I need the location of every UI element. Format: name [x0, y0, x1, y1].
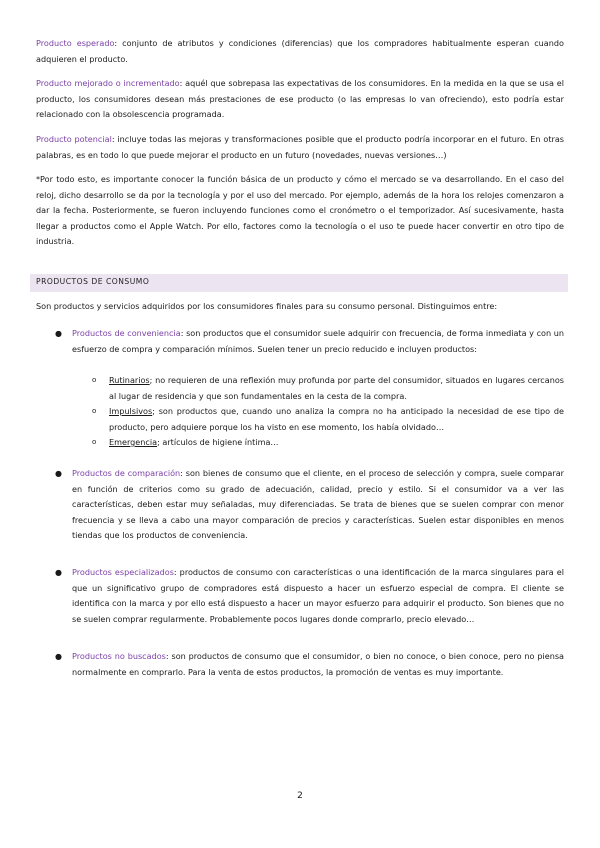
- text-producto-mejorado: : aquél que sobrepasa las expectativas de los consumidores. En la medida en la que se usa el producto, los consumidores desean más prestaciones de ese producto (o las empresas lo van ofreciendo), esto podría estar relacionado con la obsolescencia programada.: [36, 78, 564, 120]
- text-productos-no-buscados: : son productos de consumo que el consumidor, o bien no conoce, o bien conoce, pero no piensa normalmente en comprarlo. Para la venta de estos productos, la promoción de ventas es muy importante.: [72, 651, 565, 677]
- bullet-icon: ●: [55, 469, 62, 478]
- sub-bullet-icon: o: [92, 438, 97, 446]
- item-productos-no-buscados: [72, 649, 564, 680]
- page-number: 2: [297, 791, 303, 801]
- text-productos-especializados: : productos de consumo con características o una identificación de la marca singulares para el que un significativo grupo de compradores está dispuesto a hacer un esfuerzo especial de compra. El cliente se identifica con la marca y por ello está dispuesto a hacer un mayor esfuerzo para adquirir el producto. Son bienes que no se suelen comprar regularmente. Probablemente pocos lugares donde comprarlo, precio elevado…: [72, 567, 564, 624]
- term-producto-potencial: Producto potencial: [36, 134, 112, 144]
- term-productos-conveniencia: Productos de conveniencia: [72, 328, 181, 338]
- term-producto-mejorado: Producto mejorado o incrementado: [36, 78, 180, 88]
- text-productos-comparacion: : son bienes de consumo que el cliente, en el proceso de selección y compra, suele comparar en función de criterios como su grado de adecuación, calidad, precio y estilo. Si el consumidor va a ver las características, deben estar muy señaladas, muy diferenciadas. Se trata de bienes que se suelen comprar con menor frecuencia y se lleva a cabo una mayor comparación de precios y características. Suelen estar disponibles en menos tiendas que los productos de conveniencia.: [72, 468, 564, 541]
- term-productos-no-buscados: Productos no buscados: [72, 651, 166, 661]
- text-producto-esperado: : conjunto de atributos y condiciones (diferencias) que los compradores habitualmente esperan cuando adquieren el producto.: [36, 38, 564, 64]
- sub-bullet-icon: o: [92, 407, 97, 415]
- term-productos-comparacion: Productos de comparación: [72, 468, 181, 478]
- section-title: PRODUCTOS DE CONSUMO: [36, 277, 150, 286]
- bullet-icon: ●: [55, 329, 62, 338]
- label-emergencia: Emergencia: [109, 437, 158, 447]
- item-productos-especializados: [72, 565, 564, 627]
- paragraph-producto-potencial: [36, 132, 564, 163]
- sub-item-rutinarios: [109, 373, 564, 404]
- text-rutinarios: ; no requieren de una reflexión muy profunda por parte del consumidor, situados en lugares cercanos al lugar de residencia y que son fundamentales en la cesta de la compra.: [109, 375, 564, 401]
- bullet-icon: ●: [55, 652, 62, 661]
- section-header-productos-consumo: [30, 274, 568, 292]
- section-intro: Son productos y servicios adquiridos por los consumidores finales para su consumo personal. Distinguimos entre:: [36, 301, 498, 311]
- text-impulsivos: ; son productos que, cuando uno analiza la compra no ha anticipado la necesidad de ese tipo de producto, pero adquiere porque los ha visto en ese momento, los había olvidado…: [109, 406, 564, 432]
- item-productos-conveniencia: [72, 326, 564, 357]
- item-productos-comparacion: [72, 466, 564, 544]
- sub-bullet-icon: o: [92, 376, 97, 384]
- term-productos-especializados: Productos especializados: [72, 567, 174, 577]
- label-impulsivos: Impulsivos: [109, 406, 153, 416]
- sub-item-emergencia: [109, 435, 564, 451]
- text-producto-potencial: : incluye todas las mejoras y transformaciones posible que el producto podría incorporar en el futuro. En otras palabras, es en todo lo que puede mejorar el producto en un futuro (novedades, nuevas versiones…): [36, 134, 564, 160]
- paragraph-producto-esperado: [36, 36, 564, 67]
- term-producto-esperado: Producto esperado: [36, 38, 115, 48]
- text-productos-conveniencia: : son productos que el consumidor suele adquirir con frecuencia, de forma inmediata y con un esfuerzo de compra y comparación mínimos. Suelen tener un precio reducido e incluyen productos:: [72, 328, 565, 354]
- text-emergencia: ; artículos de higiene íntima…: [157, 437, 279, 447]
- paragraph-nota-reloj: *Por todo esto, es importante conocer la función básica de un producto y cómo el mercado se va desarrollando. En el caso del reloj, dicho desarrollo se da por la tecnología y por el uso del mercado. Por ejemplo, además de la hora los relojes comenzaron a dar la fecha. Posteriormente, se fueron incluyendo funciones como el cronómetro o el temporizador. Así sucesivamente, hasta llegar a productos como el Apple Watch. Por ello, factores como la tecnología o el uso te puede hacer convertir en otro tipo de industria.: [36, 174, 564, 247]
- sub-item-impulsivos: [109, 404, 564, 435]
- label-rutinarios: Rutinarios: [109, 375, 150, 385]
- paragraph-producto-mejorado: [36, 76, 564, 123]
- bullet-icon: ●: [55, 568, 62, 577]
